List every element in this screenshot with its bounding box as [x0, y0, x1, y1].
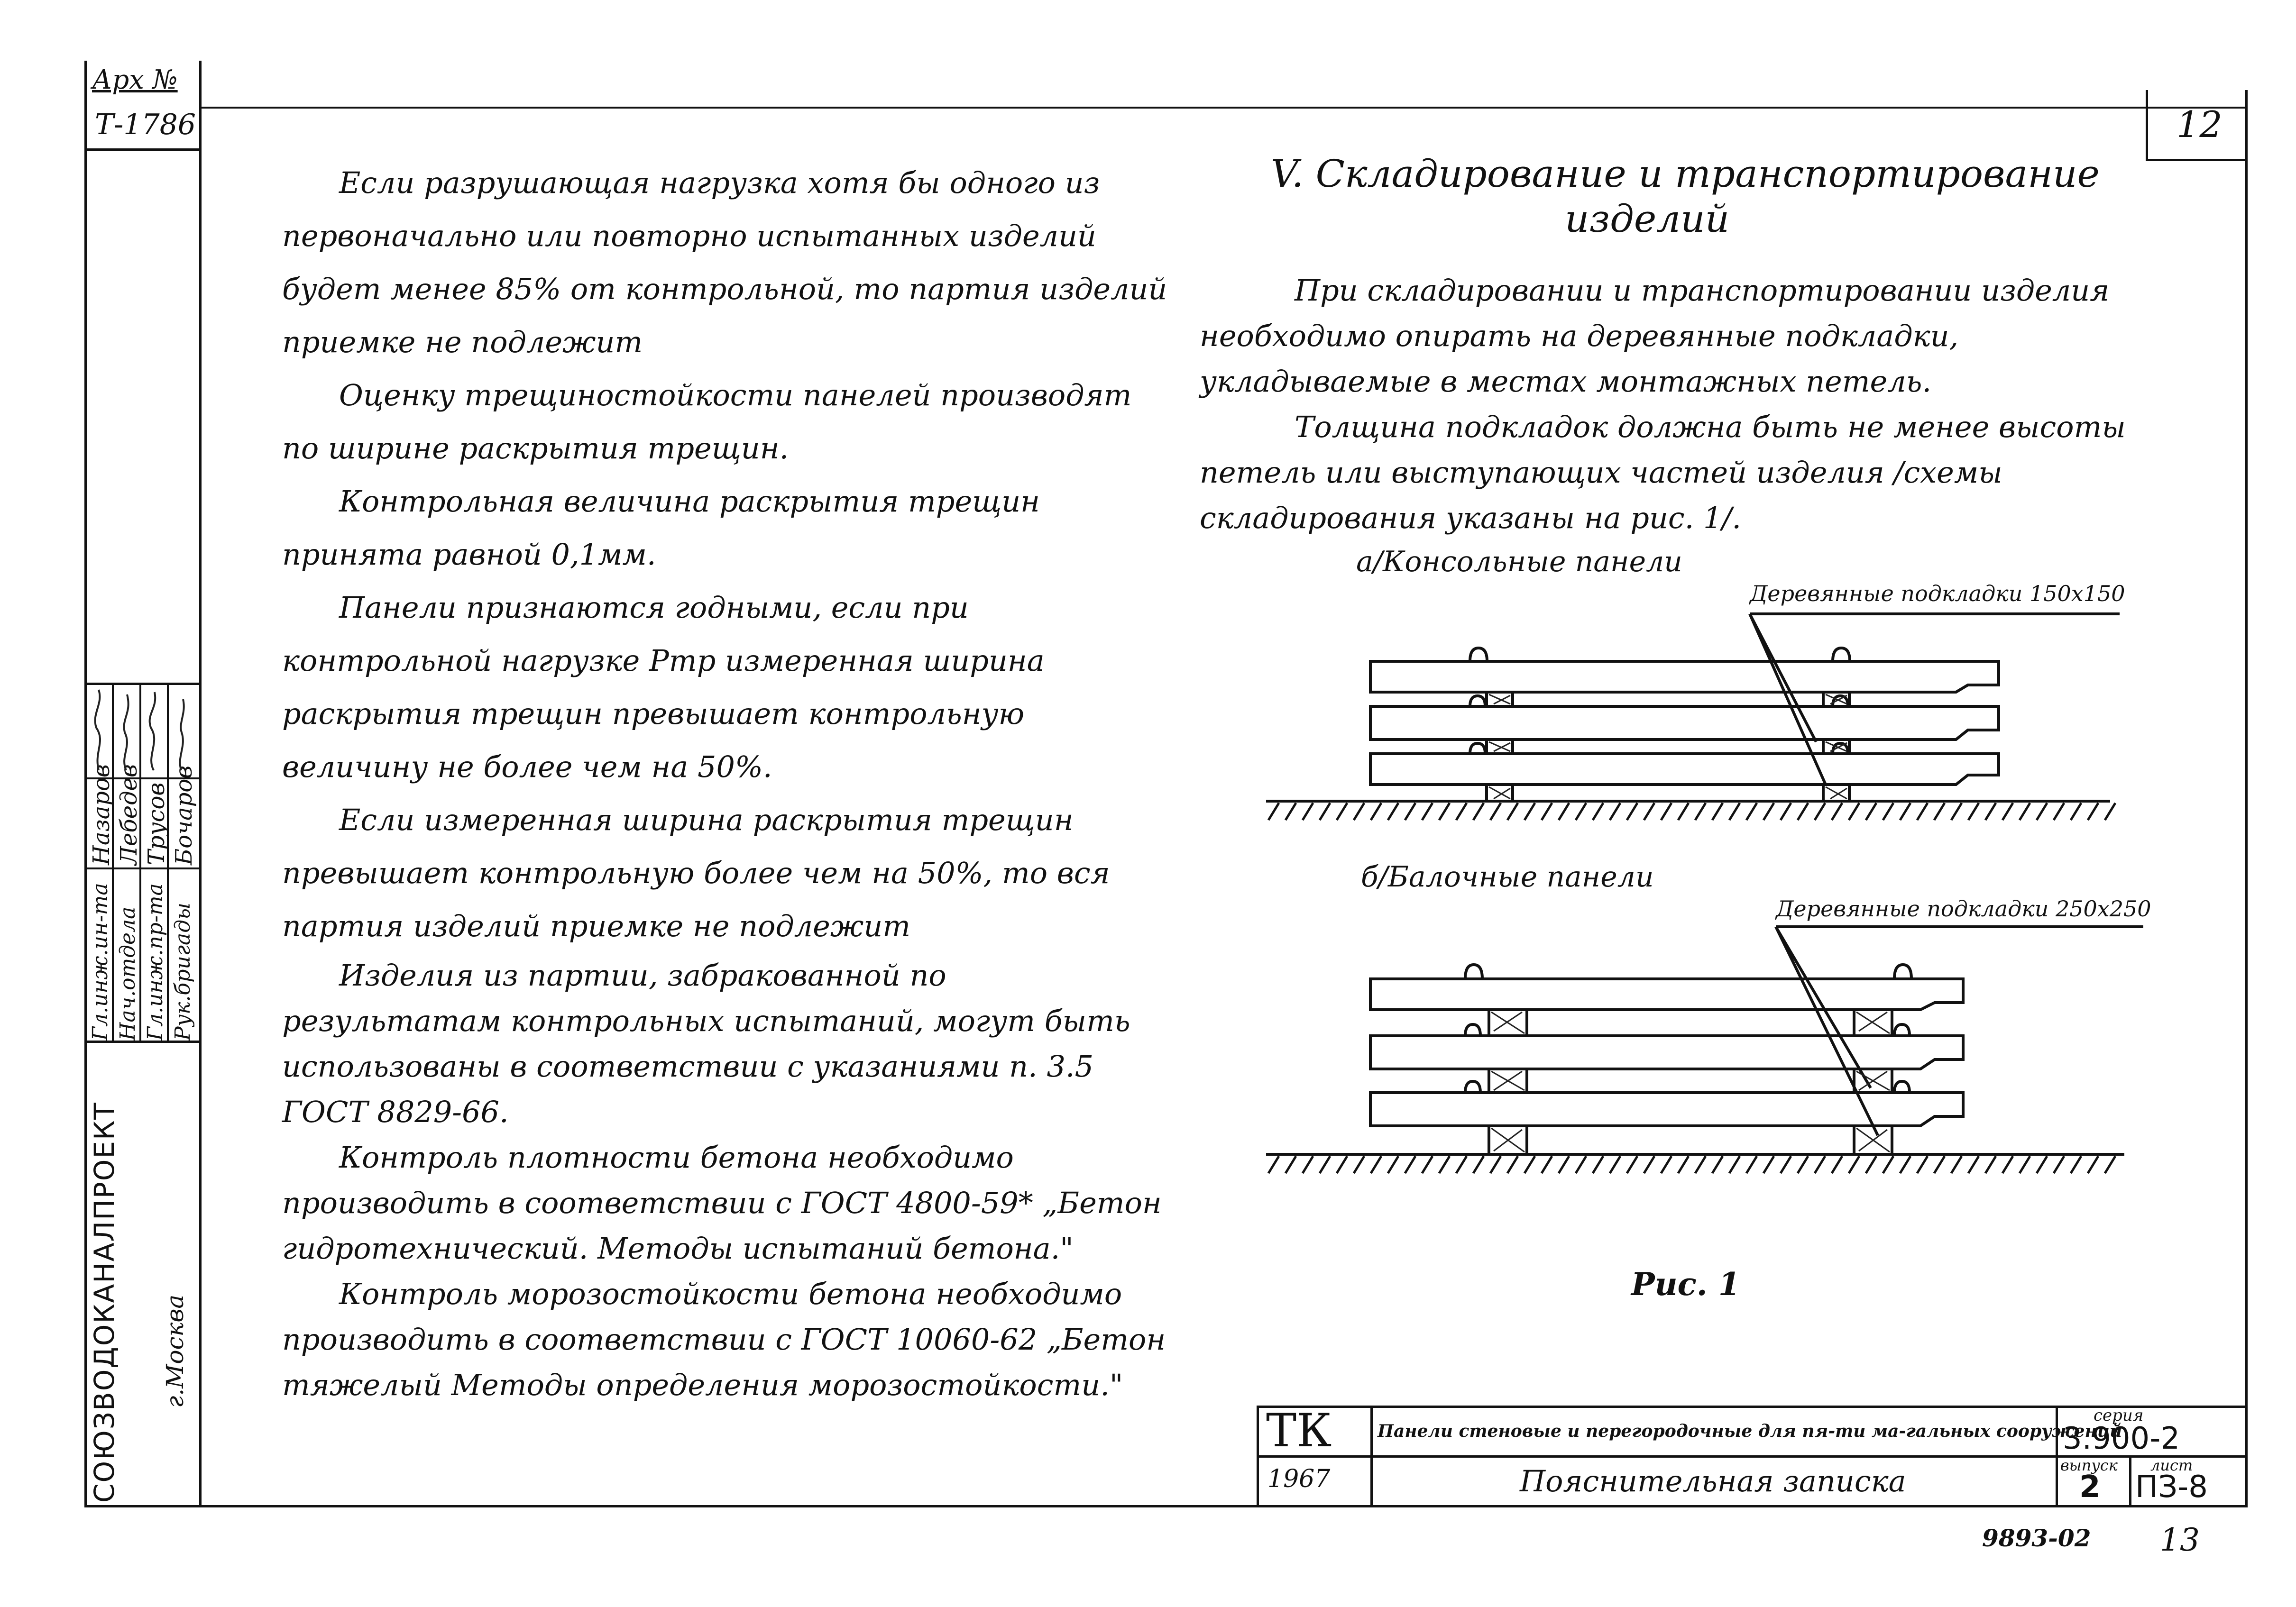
ground-hatch-mark — [1525, 1156, 1535, 1173]
ground-hatch-mark — [1627, 1156, 1637, 1173]
ground-hatch-mark — [1798, 803, 1808, 820]
left-paragraph-8: Контроль морозостойкости бетона необходимо производить в соответствии с ГОСТ 10060-62 „Бетон тяжелый Методы определения морозостойкости." — [282, 1277, 1166, 1402]
ground-hatch-mark — [2054, 803, 2064, 820]
ground-hatch-mark — [1866, 1156, 1876, 1173]
figure-b-label: б/Балочные панели — [1361, 860, 1654, 894]
ground-hatch-mark — [1968, 803, 1979, 820]
ground-hatch-mark — [1763, 1156, 1774, 1173]
ground-hatch-mark — [1286, 1156, 1296, 1173]
stamp-name-3: Трусов — [143, 782, 170, 865]
ground-hatch-mark — [2105, 803, 2115, 820]
ground-hatch-mark — [1286, 803, 1296, 820]
ground-hatch-mark — [1661, 803, 1671, 820]
ground-hatch-mark — [1303, 803, 1313, 820]
ground-hatch-mark — [2037, 803, 2047, 820]
right-paragraph-1: При складировании и транспортировании изделия необходимо опирать на деревянные подкладки, укладываемые в местах монтажных петель. — [1200, 273, 2110, 399]
section-title-line1: V. Складирование и транспортирование — [1271, 152, 2100, 196]
ground-hatch-mark — [1576, 803, 1586, 820]
ground-hatch-mark — [1422, 803, 1433, 820]
ground-hatch-mark — [1644, 1156, 1654, 1173]
ground-hatch-mark — [1883, 803, 1893, 820]
ground-hatch-mark — [1439, 803, 1450, 820]
ground-hatch-mark — [1320, 1156, 1330, 1173]
ground-hatch-mark — [1337, 1156, 1347, 1173]
ground-hatch-mark — [1849, 1156, 1859, 1173]
ground-hatch-mark — [1559, 803, 1569, 820]
ground-hatch-mark — [1661, 1156, 1671, 1173]
footer-page: 13 — [2160, 1522, 2200, 1558]
figure-caption: Рис. 1 — [1631, 1266, 1740, 1303]
ground-hatch-mark — [1593, 803, 1603, 820]
ground-hatch-mark — [1268, 803, 1279, 820]
ground-hatch-mark — [1371, 1156, 1381, 1173]
title-doc-name: Пояснительная записка — [1520, 1464, 1906, 1498]
ground-hatch-mark — [1866, 803, 1876, 820]
ground-hatch-mark — [1627, 803, 1637, 820]
title-block — [1257, 1406, 2248, 1507]
left-paragraph-5: Если измеренная ширина раскрытия трещин превышает контрольную более чем на 50%, то вся партия изделий приемке не подлежит — [282, 803, 1110, 943]
ground-hatch-mark — [2037, 1156, 2047, 1173]
left-paragraph-2: Оценку трещиностойкости панелей производят по ширине раскрытия трещин. — [282, 378, 1132, 466]
ground-hatch-mark — [1815, 803, 1825, 820]
stamp-name-2: Лебедев — [116, 764, 142, 865]
ground-hatch-mark — [1917, 1156, 1928, 1173]
left-paragraph-1: Если разрушающая нагрузка хотя бы одного из первоначально или повторно испытанных изделий будет менее 85% от контрольной, то партия изделий приемке не подлежит — [282, 165, 1167, 359]
ground-hatch-mark — [1832, 803, 1842, 820]
series-number: 3.900-2 — [2063, 1421, 2180, 1456]
ground-hatch-mark — [1473, 1156, 1484, 1173]
ground-hatch-mark — [1593, 1156, 1603, 1173]
ground-hatch-mark — [1490, 803, 1501, 820]
ground-hatch-mark — [1473, 803, 1484, 820]
ground-hatch-mark — [1934, 1156, 1945, 1173]
ground-hatch-mark — [1507, 803, 1518, 820]
figure-a-label: а/Консольные панели — [1356, 545, 1682, 578]
left-paragraph-4: Панели признаются годными, если при контрольной нагрузке Ртр измеренная ширина раскрытия трещин превышает контрольную величину не более чем на 50%. — [282, 590, 1045, 784]
ground-hatch-mark — [1422, 1156, 1433, 1173]
ground-hatch-mark — [1525, 803, 1535, 820]
ground-hatch-mark — [1746, 803, 1757, 820]
ground-hatch-mark — [1405, 803, 1415, 820]
ground-hatch-mark — [1763, 803, 1774, 820]
series-label: серия — [2094, 1406, 2144, 1425]
ground-hatch-mark — [2088, 1156, 2098, 1173]
ground-hatch-mark — [1917, 803, 1928, 820]
ground-hatch-mark — [2071, 803, 2081, 820]
ground-hatch-mark — [2020, 803, 2030, 820]
ground-hatch-mark — [1405, 1156, 1415, 1173]
stamp-name-4: Бочаров — [171, 765, 197, 865]
ground-hatch-mark — [1371, 803, 1381, 820]
ground-hatch-mark — [1849, 803, 1859, 820]
ground-hatch-mark — [1268, 1156, 1279, 1173]
ground-hatch-mark — [2071, 1156, 2081, 1173]
title-year: 1967 — [1267, 1465, 1331, 1493]
ground-hatch-mark — [1337, 803, 1347, 820]
ground-hatch-mark — [1695, 1156, 1706, 1173]
ground-hatch-mark — [1610, 803, 1620, 820]
ground-hatch-mark — [1354, 1156, 1364, 1173]
ground-hatch-mark — [1934, 803, 1945, 820]
ground-hatch-mark — [1712, 803, 1723, 820]
figure-b-callout: Деревянные подкладки 250х250 — [1776, 896, 2151, 922]
stamp-org: СОЮЗВОДОКАНАЛПРОЕКТ — [88, 1102, 120, 1503]
sheet-label: лист — [2150, 1456, 2193, 1474]
ground-hatch-mark — [1900, 1156, 1910, 1173]
ground-hatch-mark — [1798, 1156, 1808, 1173]
left-paragraph-7: Контроль плотности бетона необходимо производить в соответствии с ГОСТ 4800-59* „Бетон гидротехнический. Методы испытаний бетона." — [282, 1140, 1162, 1266]
ground-hatch-mark — [1985, 803, 1996, 820]
ground-hatch-mark — [1883, 1156, 1893, 1173]
title-description: Панели стеновые и перегородочные для пя-ти ма-гальных сооружений — [1378, 1421, 2122, 1441]
ground-hatch-mark — [1729, 803, 1740, 820]
ground-hatch-mark — [1542, 803, 1552, 820]
sheet-number: ПЗ-8 — [2135, 1470, 2208, 1505]
issue-label: выпуск — [2060, 1456, 2118, 1474]
ground-hatch-mark — [1559, 1156, 1569, 1173]
ground-hatch-mark — [1439, 1156, 1450, 1173]
stamp-role-4: Рук.бригады — [171, 903, 195, 1041]
footer-code: 9893-02 — [1982, 1524, 2091, 1552]
ground-hatch-mark — [1610, 1156, 1620, 1173]
right-paragraph-2: Толщина подкладок должна быть не менее высоты петель или выступающих частей изделия /схемы складирования указаны на рис. 1/. — [1200, 410, 2126, 535]
ground-hatch-mark — [1781, 803, 1791, 820]
section-title-line2: изделий — [1565, 197, 1730, 241]
ground-hatch-mark — [1388, 803, 1398, 820]
issue-number: 2 — [2079, 1470, 2101, 1505]
ground-hatch-mark — [1678, 1156, 1689, 1173]
ground-hatch-mark — [1507, 1156, 1518, 1173]
ground-hatch-mark — [2054, 1156, 2064, 1173]
ground-hatch-mark — [1456, 1156, 1467, 1173]
ground-hatch-mark — [2105, 1156, 2115, 1173]
ground-hatch-mark — [1303, 1156, 1313, 1173]
ground-hatch-mark — [1900, 803, 1910, 820]
ground-hatch-mark — [1968, 1156, 1979, 1173]
ground-hatch-mark — [1985, 1156, 1996, 1173]
ground-hatch-mark — [1815, 1156, 1825, 1173]
ground-hatch-mark — [2002, 1156, 2013, 1173]
figure-a-callout: Деревянные подкладки 150х150 — [1750, 581, 2125, 606]
page-number: 12 — [2177, 103, 2223, 146]
stamp-name-1: Назаров — [88, 764, 115, 865]
ground-hatch-mark — [1678, 803, 1689, 820]
ground-hatch-mark — [1388, 1156, 1398, 1173]
left-paragraph-3: Контрольная величина раскрытия трещин принята равной 0,1мм. — [282, 484, 1040, 572]
ground-hatch-mark — [1354, 803, 1364, 820]
title-tk: ТК — [1266, 1404, 1332, 1457]
ground-hatch-mark — [1712, 1156, 1723, 1173]
stamp-role-2: Нач.отдела — [116, 906, 140, 1041]
ground-hatch-mark — [1576, 1156, 1586, 1173]
ground-hatch-mark — [1746, 1156, 1757, 1173]
stamp-role-1: Гл.инж.ин-та — [88, 883, 112, 1041]
archive-number: Т-1786 — [95, 108, 196, 141]
ground-hatch-mark — [1781, 1156, 1791, 1173]
stamp-city: г.Москва — [161, 1294, 189, 1408]
ground-hatch-mark — [2002, 803, 2013, 820]
ground-hatch-mark — [1951, 803, 1962, 820]
ground-hatch-mark — [1951, 1156, 1962, 1173]
ground-hatch-mark — [1542, 1156, 1552, 1173]
ground-hatch-mark — [1729, 1156, 1740, 1173]
ground-hatch-mark — [1695, 803, 1706, 820]
left-paragraph-6: Изделия из партии, забракованной по результатам контрольных испытаний, могут быть использованы в соответствии с указаниями п. 3.5 ГОСТ 8829-66. — [282, 958, 1130, 1129]
ground-hatch-mark — [2088, 803, 2098, 820]
ground-hatch-mark — [1644, 803, 1654, 820]
stamp-role-3: Гл.инж.пр-та — [143, 883, 167, 1041]
ground-hatch-mark — [1456, 803, 1467, 820]
archive-label: Арх № — [92, 64, 178, 95]
ground-hatch-mark — [1490, 1156, 1501, 1173]
ground-hatch-mark — [1832, 1156, 1842, 1173]
ground-hatch-mark — [1320, 803, 1330, 820]
ground-hatch-mark — [2020, 1156, 2030, 1173]
